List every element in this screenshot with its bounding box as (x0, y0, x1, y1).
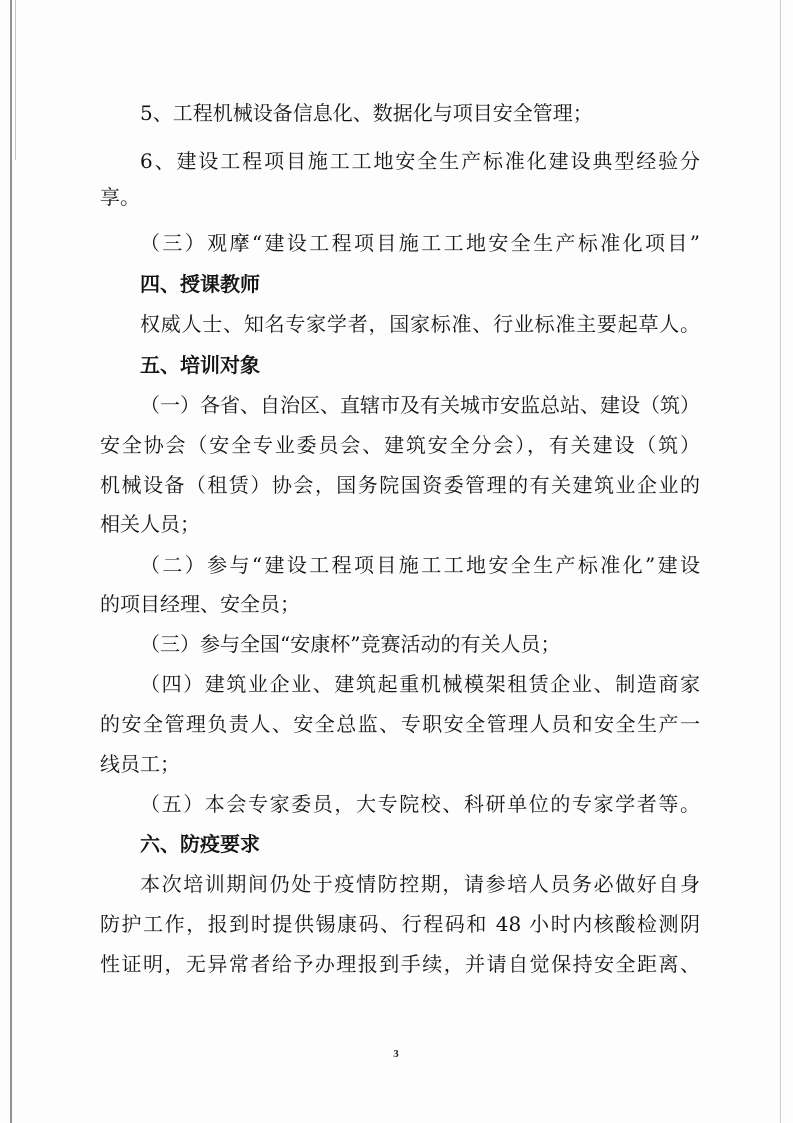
text-line: 机械设备（租赁）协会，国务院国资委管理的有关建筑业企业的 (100, 473, 700, 497)
scan-edge-left-secondary (15, 0, 16, 160)
section-heading: 四、授课教师 (140, 272, 260, 296)
text-line: 安全协会（安全专业委员会、建筑安全分会），有关建设（筑） (100, 433, 700, 457)
text-line: 防护工作，报到时提供锡康码、行程码和 48 小时内核酸检测阴 (100, 912, 700, 936)
text-line: （五）本会专家委员，大专院校、科研单位的专家学者等。 (140, 792, 700, 816)
text-line: 性证明，无异常者给予办理报到手续，并请自觉保持安全距离、 (100, 952, 700, 976)
text-line: 相关人员； (100, 512, 200, 536)
scan-edge-right (780, 0, 781, 1123)
text-line: 的安全管理负责人、安全总监、专职安全管理人员和安全生产一 (100, 712, 700, 736)
section-heading: 六、防疫要求 (140, 832, 260, 856)
page-number: 3 (393, 1048, 399, 1060)
text-line: （二）参与“建设工程项目施工工地安全生产标准化”建设 (140, 553, 700, 577)
text-line: （一）各省、自治区、直辖市及有关城市安监总站、建设（筑） (140, 393, 700, 417)
text-line: （四）建筑业企业、建筑起重机械模架租赁企业、制造商家 (140, 672, 700, 696)
section-heading: 五、培训对象 (140, 353, 260, 377)
text-line: 6、建设工程项目施工工地安全生产标准化建设典型经验分 (140, 149, 700, 173)
text-line: （三）参与全国“安康杯”竞赛活动的有关人员； (140, 632, 561, 656)
text-line: 享。 (100, 185, 140, 209)
text-line: 权威人士、知名专家学者，国家标准、行业标准主要起草人。 (140, 312, 700, 336)
text-line: 本次培训期间仍处于疫情防控期，请参培人员务必做好自身 (140, 872, 700, 896)
text-line: 线员工； (100, 752, 180, 776)
text-line: 的项目经理、安全员； (100, 592, 300, 616)
text-line: （三）观摩“建设工程项目施工工地安全生产标准化项目” (140, 231, 700, 255)
scan-edge-left (10, 0, 12, 1123)
text-line: 5、工程机械设备信息化、数据化与项目安全管理； (140, 101, 593, 125)
